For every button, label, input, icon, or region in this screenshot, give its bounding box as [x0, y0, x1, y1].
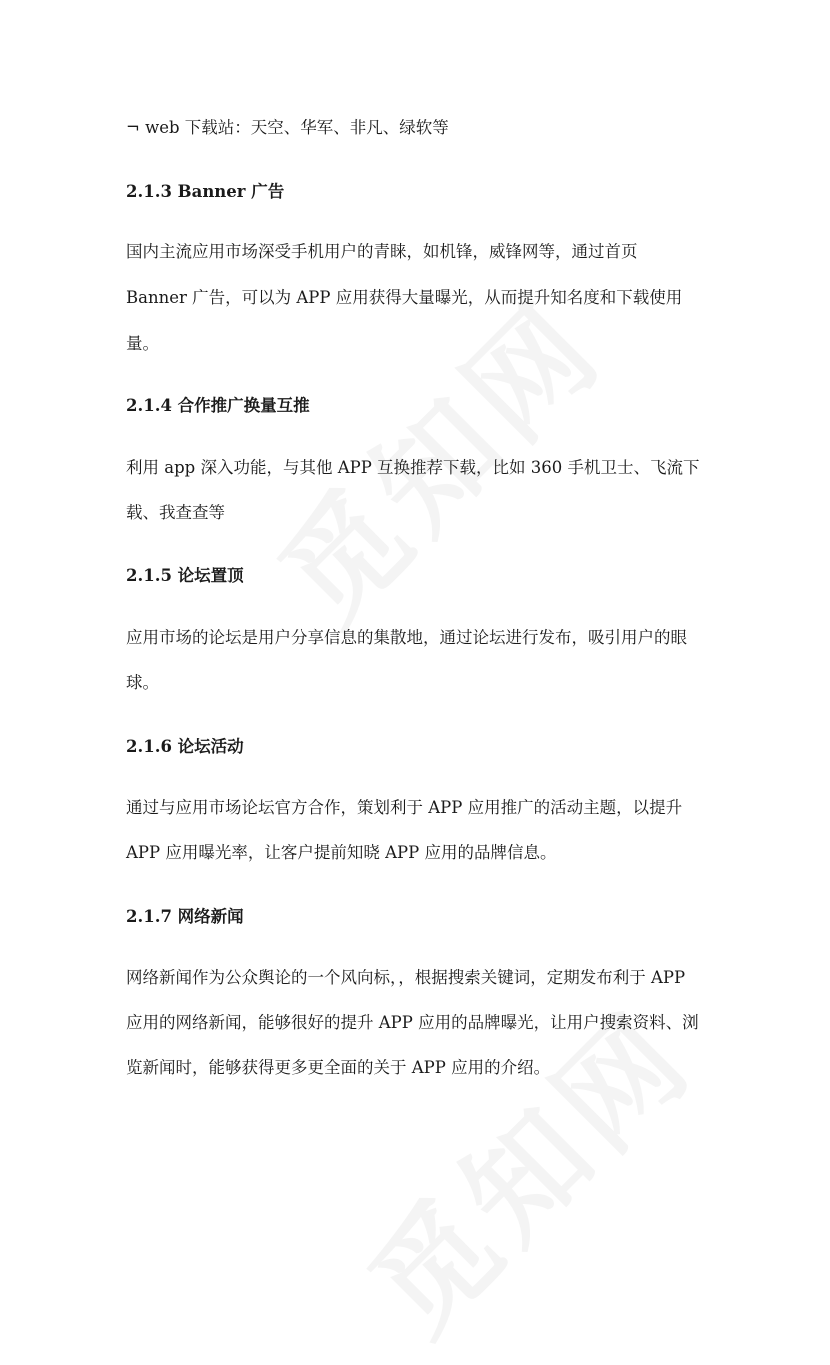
paragraph-line: Banner 广告，可以为 APP 应用获得大量曝光，从而提升知名度和下载使用 — [126, 288, 683, 307]
paragraph-line: 球。 — [126, 673, 159, 692]
bullet-web-download-sites: ¬ web 下载站：天空、华军、非凡、绿软等 — [126, 118, 449, 137]
heading-2-1-3: 2.1.3 Banner 广告 — [126, 182, 285, 201]
paragraph-line: 量。 — [126, 334, 159, 353]
heading-2-1-6: 2.1.6 论坛活动 — [126, 737, 244, 756]
heading-2-1-7: 2.1.7 网络新闻 — [126, 907, 244, 926]
paragraph-line: 网络新闻作为公众舆论的一个风向标，，根据搜索关键词，定期发布利于 APP — [126, 968, 686, 987]
heading-2-1-4: 2.1.4 合作推广换量互推 — [126, 396, 310, 415]
paragraph-line: APP 应用曝光率，让客户提前知晓 APP 应用的品牌信息。 — [126, 843, 557, 862]
paragraph-line: 览新闻时，能够获得更多更全面的关于 APP 应用的介绍。 — [126, 1058, 551, 1077]
paragraph-line: 国内主流应用市场深受手机用户的青睐，如机锋，威锋网等，通过首页 — [126, 242, 638, 261]
paragraph-line: 应用市场的论坛是用户分享信息的集散地，通过论坛进行发布，吸引用户的眼 — [126, 628, 687, 647]
paragraph-line: 利用 app 深入功能，与其他 APP 互换推荐下载，比如 360 手机卫士、飞流下 — [126, 458, 700, 477]
paragraph-line: 通过与应用市场论坛官方合作，策划利于 APP 应用推广的活动主题，以提升 — [126, 798, 683, 817]
paragraph-line: 应用的网络新闻，能够很好的提升 APP 应用的品牌曝光，让用户搜索资料、浏 — [126, 1013, 699, 1032]
paragraph-line: 载、我查查等 — [126, 503, 225, 522]
heading-2-1-5: 2.1.5 论坛置顶 — [126, 566, 244, 585]
